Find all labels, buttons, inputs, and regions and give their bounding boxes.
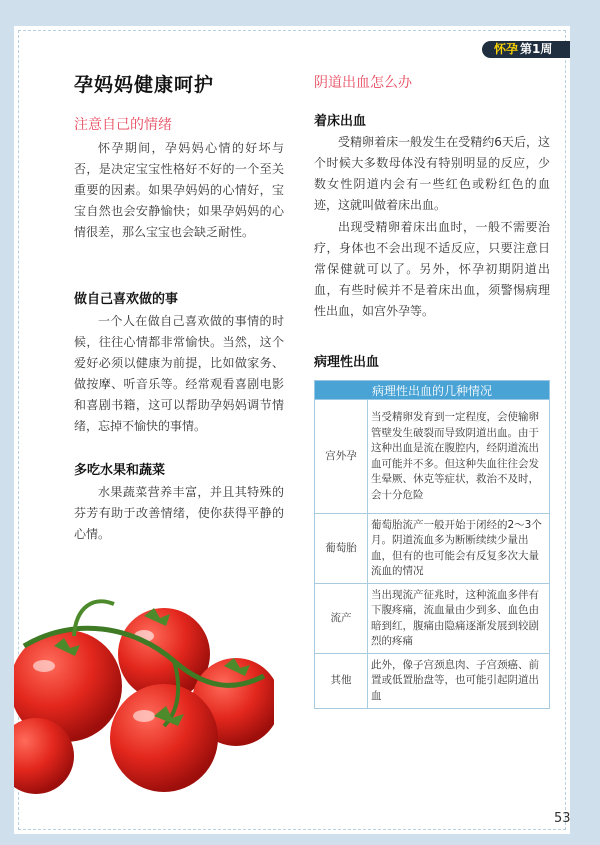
table-row: [315, 514, 550, 584]
row-text: 此外，像子宫颈息肉、子宫颈癌、前置或低置胎盘等，也可能引起阴道出血: [368, 654, 550, 709]
week-tab-label-2: 第1周: [520, 42, 553, 56]
row-text: 当出现流产征兆时，这种流血多伴有下腹疼痛，流血量由少到多、血色由暗到红，腹痛由隐痛逐渐发展到较剧烈的疼痛: [368, 584, 550, 654]
page: [14, 26, 570, 834]
row-label: 宫外孕: [315, 400, 368, 514]
week-tab: [482, 41, 570, 58]
row-label: 流产: [315, 584, 368, 654]
section-heading-fruits: 多吃水果和蔬菜: [74, 463, 166, 478]
section-heading-hobby: 做自己喜欢做的事: [74, 292, 179, 307]
row-text: 当受精卵发育到一定程度，会使输卵管壁发生破裂而导致阴道出血。由于这种出血是流在腹腔内，经阴道流出血可能并不多。但这种失血往往会发生晕厥、休克等症状，救治不及时，会十分危险: [368, 400, 550, 514]
row-label: 葡萄胎: [315, 514, 368, 584]
table-row: [315, 654, 550, 709]
section-heading-implantation: 着床出血: [314, 114, 367, 129]
tomatoes-illustration: [14, 566, 274, 796]
week-tab-label-1: 怀孕: [494, 42, 519, 56]
paragraph-fruits: 水果蔬菜营养丰富，并且其特殊的芬芳有助于改善情绪，使你获得平静的心情。: [74, 485, 284, 541]
section-heading-pathological: 病理性出血: [314, 355, 380, 370]
tomatoes-image: [14, 566, 274, 796]
table-row: [315, 584, 550, 654]
paragraph-emotion: 怀孕期间，孕妈妈心情的好坏与否，是决定宝宝性格好不好的一个至关重要的因素。如果孕妈妈的心情好，宝宝自然也会安静愉快；如果孕妈妈的心情很差，那么宝宝也会缺乏耐性。: [74, 141, 284, 239]
table-row: [315, 400, 550, 514]
paragraph-implantation-2: 出现受精卵着床出血时，一般不需要治疗，身体也不会出现不适反应，只要注意日常保健就可以了。另外，怀孕初期阴道出血，有些时候并不是着床出血，须警惕病理性出血，如宫外孕等。: [314, 220, 550, 318]
row-label: 其他: [315, 654, 368, 709]
left-title: 孕妈妈健康呵护: [74, 74, 215, 96]
right-title: 阴道出血怎么办: [314, 75, 412, 91]
paragraph-implantation-1: 受精卵着床一般发生在受精约6天后，这个时候大多数母体没有特别明显的反应，少数女性阴道内会有一些红色或粉红色的血迹，这就叫做着床出血。: [314, 135, 550, 212]
paragraph-hobby: 一个人在做自己喜欢做的事情的时候，往往心情都非常愉快。当然，这个爱好必须以健康为前提，比如做家务、做按摩、听音乐等。经常观看喜剧电影和喜剧书籍，这可以帮助孕妈妈调节情绪，忘掉不愉快的事情。: [74, 314, 284, 433]
row-text: 葡萄胎流产一般开始于闭经的2～3个月。阴道流血多为断断续续少量出血，但有的也可能会有反复多次大量流血的情况: [368, 514, 550, 584]
bleeding-table: [314, 380, 550, 709]
section-heading-emotion: 注意自己的情绪: [74, 117, 172, 133]
table-caption: 病理性出血的几种情况: [315, 381, 550, 400]
page-number: 53: [554, 811, 571, 826]
